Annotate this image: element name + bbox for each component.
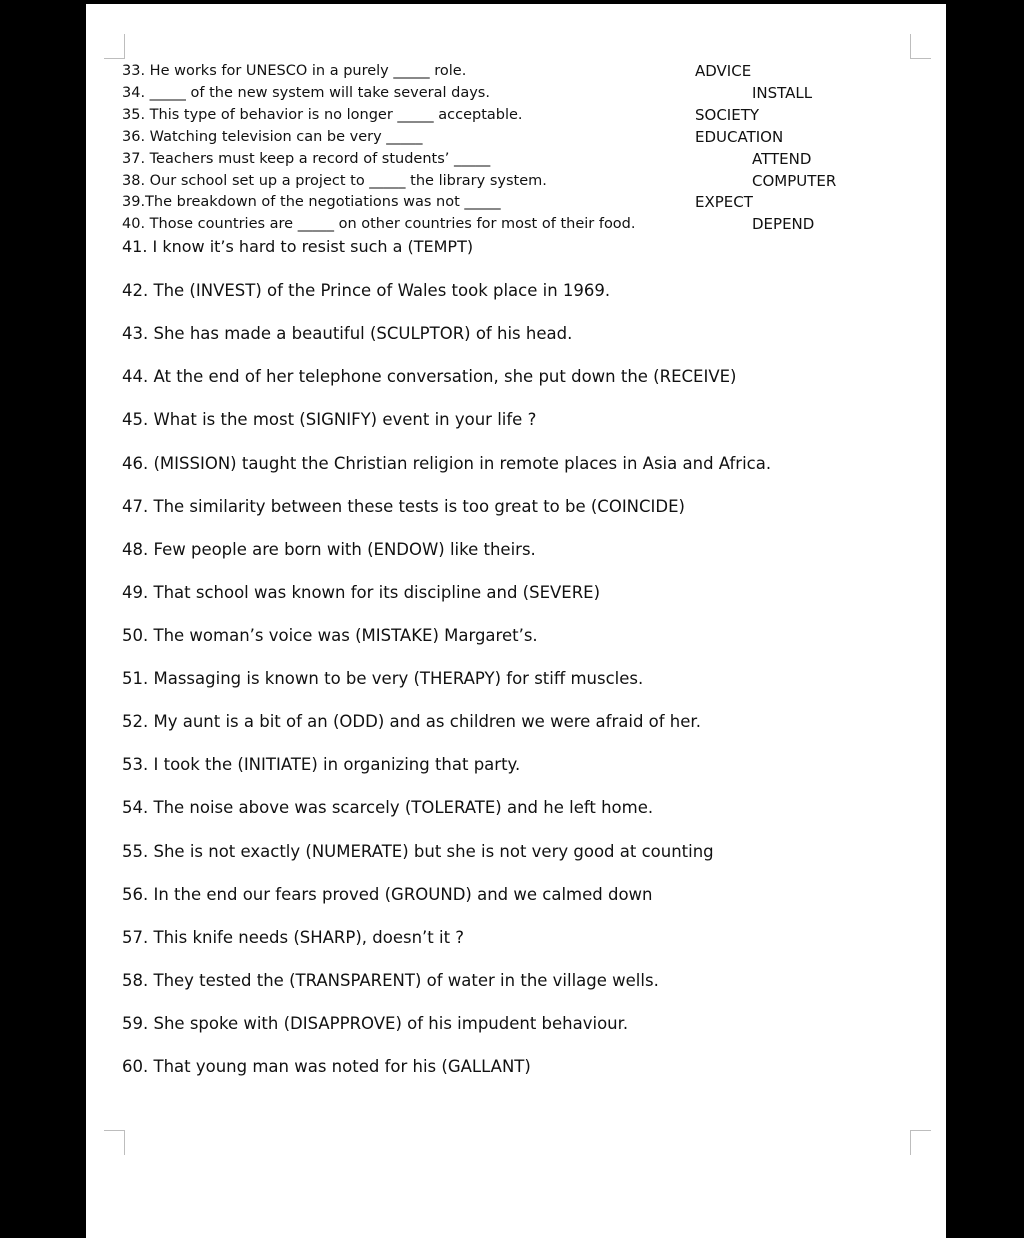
exercise-line-59: 59. She spoke with (DISAPPROVE) of his impudent behaviour.: [122, 1014, 629, 1033]
keyword-37: ATTEND: [752, 150, 812, 168]
exercise-line-37: 37. Teachers must keep a record of students’ _____: [122, 151, 491, 167]
keyword-36: EDUCATION: [695, 128, 784, 146]
exercise-line-40: 40. Those countries are _____ on other countries for most of their food.: [122, 216, 636, 232]
keyword-33: ADVICE: [695, 62, 752, 80]
exercise-line-35: 35. This type of behavior is no longer _____ acceptable.: [122, 107, 523, 123]
exercise-line-44: 44. At the end of her telephone conversation, she put down the (RECEIVE): [122, 367, 737, 386]
exercise-line-41: 41. I know it’s hard to resist such a (TEMPT): [122, 237, 474, 256]
exercise-line-52: 52. My aunt is a bit of an (ODD) and as children we were afraid of her.: [122, 712, 701, 731]
exercise-line-42: 42. The (INVEST) of the Prince of Wales took place in 1969.: [122, 281, 611, 300]
exercise-line-56: 56. In the end our fears proved (GROUND) and we calmed down: [122, 885, 653, 904]
exercise-line-49: 49. That school was known for its discipline and (SEVERE): [122, 583, 601, 602]
margin-corner-top-left: [104, 34, 125, 59]
exercise-line-46: 46. (MISSION) taught the Christian religion in remote places in Asia and Africa.: [122, 454, 772, 473]
exercise-line-39: 39.The breakdown of the negotiations was not _____: [122, 194, 501, 210]
margin-corner-bottom-left: [104, 1130, 125, 1155]
keyword-38: COMPUTER: [752, 172, 837, 190]
margin-corner-top-right: [910, 34, 931, 59]
exercise-line-54: 54. The noise above was scarcely (TOLERATE) and he left home.: [122, 798, 654, 817]
keyword-34: INSTALL: [752, 84, 813, 102]
exercise-line-33: 33. He works for UNESCO in a purely _____ role.: [122, 63, 467, 79]
keyword-40: DEPEND: [752, 215, 815, 233]
exercise-line-47: 47. The similarity between these tests is too great to be (COINCIDE): [122, 497, 685, 516]
exercise-line-48: 48. Few people are born with (ENDOW) like theirs.: [122, 540, 536, 559]
keyword-35: SOCIETY: [695, 106, 760, 124]
exercise-line-55: 55. She is not exactly (NUMERATE) but she is not very good at counting: [122, 842, 714, 861]
exercise-line-51: 51. Massaging is known to be very (THERAPY) for stiff muscles.: [122, 669, 644, 688]
exercise-line-53: 53. I took the (INITIATE) in organizing that party.: [122, 755, 521, 774]
exercise-line-36: 36. Watching television can be very _____: [122, 129, 423, 145]
keyword-39: EXPECT: [695, 193, 753, 211]
exercise-line-60: 60. That young man was noted for his (GALLANT): [122, 1057, 531, 1076]
exercise-line-58: 58. They tested the (TRANSPARENT) of water in the village wells.: [122, 971, 659, 990]
document-page: [86, 4, 946, 1238]
exercise-line-57: 57. This knife needs (SHARP), doesn’t it ?: [122, 928, 465, 947]
margin-corner-bottom-right: [910, 1130, 931, 1155]
exercise-line-43: 43. She has made a beautiful (SCULPTOR) of his head.: [122, 324, 573, 343]
exercise-line-50: 50. The woman’s voice was (MISTAKE) Margaret’s.: [122, 626, 538, 645]
exercise-line-34: 34. _____ of the new system will take several days.: [122, 85, 490, 101]
exercise-line-38: 38. Our school set up a project to _____ the library system.: [122, 173, 547, 189]
exercise-line-45: 45. What is the most (SIGNIFY) event in your life ?: [122, 410, 537, 429]
